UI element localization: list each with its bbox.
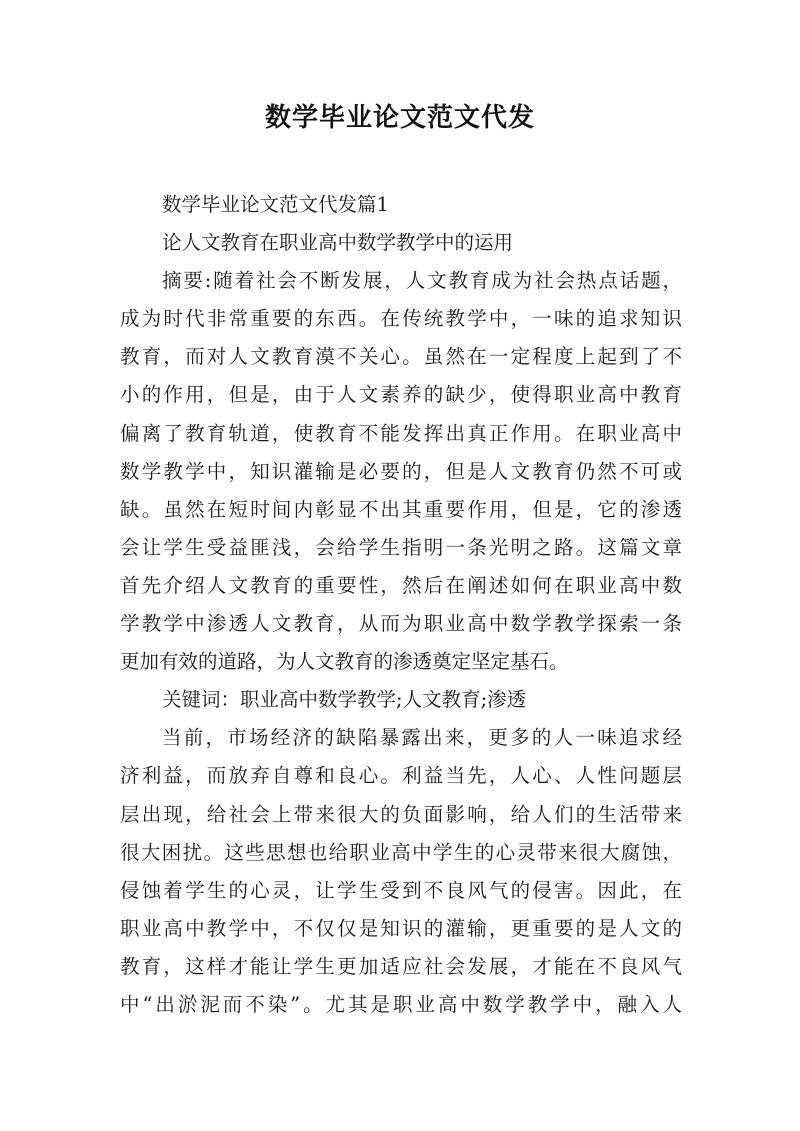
abstract-line: 小的作用，但是，由于人文素养的缺少，使得职业高中教育 — [120, 383, 682, 407]
paper-title: 论人文教育在职业高中数学教学中的运用 — [162, 231, 514, 255]
section-heading: 数学毕业论文范文代发篇1 — [162, 193, 389, 216]
abstract-line: 学教学中渗透人文教育，从而为职业高中数学教学探索一条 — [120, 612, 682, 636]
document-title: 数学毕业论文范文代发 — [264, 103, 535, 133]
body-paragraph-line: 中“出淤泥而不染”。尤其是职业高中数学教学中，融入人 — [120, 992, 682, 1016]
abstract-line: 缺。虽然在短时间内彰显不出其重要作用，但是，它的渗透 — [120, 497, 682, 521]
abstract-line: 数学教学中，知识灌输是必要的，但是人文教育仍然不可或 — [120, 459, 682, 483]
abstract-line: 首先介绍人文教育的重要性，然后在阐述如何在职业高中数 — [120, 573, 682, 597]
abstract-line: 摘要:随着社会不断发展，人文教育成为社会热点话题， — [162, 269, 682, 293]
abstract-line: 偏离了教育轨道，使教育不能发挥出真正作用。在职业高中 — [120, 421, 682, 445]
body-paragraph-line: 教育，这样才能让学生更加适应社会发展，才能在不良风气 — [120, 954, 682, 978]
abstract-line: 教育，而对人文教育漠不关心。虽然在一定程度上起到了不 — [120, 345, 682, 369]
body-paragraph-line: 济利益，而放弃自尊和良心。利益当先，人心、人性问题层 — [120, 764, 682, 788]
abstract-line: 更加有效的道路，为人文教育的渗透奠定坚定基石。 — [120, 650, 569, 674]
body-paragraph-line: 很大困扰。这些思想也给职业高中学生的心灵带来很大腐蚀， — [120, 840, 682, 864]
keywords-line: 关键词：职业高中数学教学;人文教育;渗透 — [162, 688, 527, 712]
abstract-line: 会让学生受益匪浅，会给学生指明一条光明之路。这篇文章 — [120, 535, 682, 559]
body-paragraph-line: 职业高中教学中，不仅仅是知识的灌输，更重要的是人文的 — [120, 916, 682, 940]
body-paragraph-line: 当前，市场经济的缺陷暴露出来，更多的人一味追求经 — [162, 726, 682, 750]
abstract-line: 成为时代非常重要的东西。在传统教学中，一味的追求知识 — [120, 307, 682, 331]
document-body — [120, 186, 682, 1024]
body-paragraph-line: 层出现，给社会上带来很大的负面影响，给人们的生活带来 — [120, 802, 682, 826]
body-paragraph-line: 侵蚀着学生的心灵，让学生受到不良风气的侵害。因此，在 — [120, 878, 682, 902]
